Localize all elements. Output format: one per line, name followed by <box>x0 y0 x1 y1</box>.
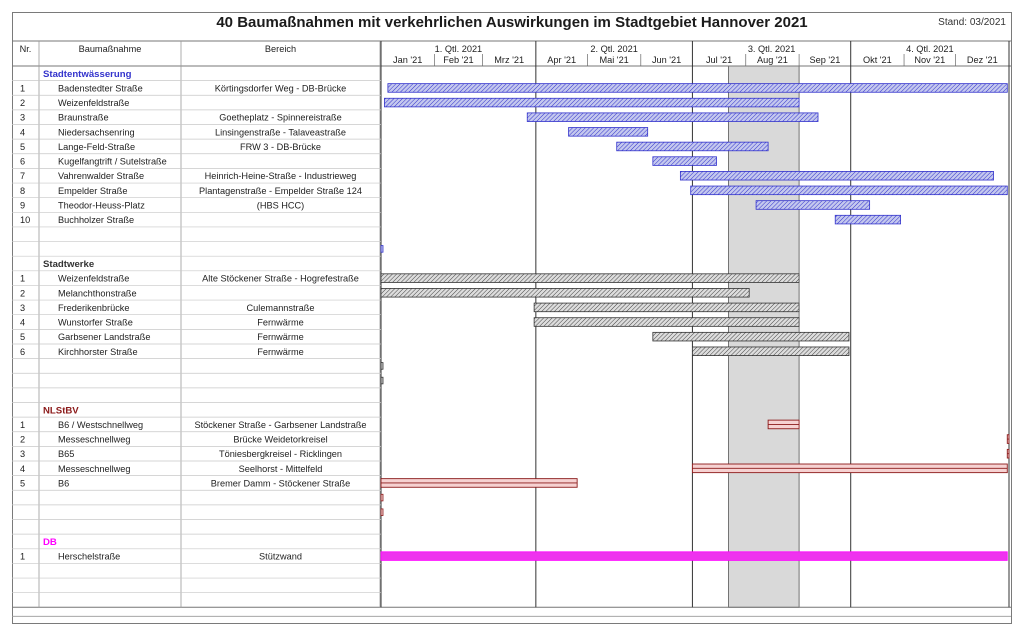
month-label: Jul '21 <box>705 55 733 65</box>
edge-marker <box>381 494 383 501</box>
task-nr: 5 <box>20 141 26 152</box>
task-nr: 6 <box>20 346 26 357</box>
stand-date: Stand: 03/2021 <box>938 17 1006 28</box>
task-bar <box>527 113 818 122</box>
task-bereich: Plantagenstraße - Empelder Straße 124 <box>199 185 362 196</box>
quarter-label: 2. Qtl. 2021 <box>590 44 638 54</box>
task-bereich: Goetheplatz - Spinnereistraße <box>219 112 342 123</box>
month-label: Aug '21 <box>756 55 788 65</box>
month-label: Dez '21 <box>966 55 998 65</box>
task-bar <box>617 142 768 151</box>
task-name: Vahrenwalder Straße <box>58 171 145 182</box>
group-label: Stadtwerke <box>43 259 95 271</box>
quarter-label: 3. Qtl. 2021 <box>747 44 796 54</box>
group-label: DB <box>43 536 57 548</box>
task-bar <box>381 288 749 297</box>
month-label: Mrz '21 <box>494 55 525 65</box>
task-bereich: Fernwärme <box>257 346 304 357</box>
task-nr: 1 <box>20 273 26 284</box>
task-bereich: Heinrich-Heine-Straße - Industrieweg <box>204 171 357 182</box>
task-bar <box>384 98 799 107</box>
edge-marker <box>381 246 383 253</box>
task-nr: 8 <box>20 185 26 196</box>
task-bereich: (HBS HCC) <box>256 200 305 211</box>
group-label: Stadtentwässerung <box>43 68 132 80</box>
task-name: Lange-Feld-Straße <box>58 141 136 152</box>
task-nr: 5 <box>20 332 26 343</box>
task-bar <box>381 274 799 283</box>
edge-marker <box>381 363 383 370</box>
task-name: Herschelstraße <box>58 551 121 562</box>
task-nr: 6 <box>20 156 26 167</box>
task-bar <box>835 215 900 224</box>
month-label: Nov '21 <box>914 55 946 65</box>
quarter-label: 1. Qtl. 2021 <box>434 44 483 54</box>
header-bereich: Bereich <box>264 44 297 54</box>
task-bar <box>534 318 799 327</box>
task-name: Theodor-Heuss-Platz <box>58 200 145 211</box>
task-bar <box>653 157 717 166</box>
task-nr: 5 <box>20 478 26 489</box>
task-name: Messeschnellweg <box>58 434 131 445</box>
task-bar <box>381 552 1007 561</box>
task-bereich: Bremer Damm - Stöckener Straße <box>210 478 351 489</box>
task-name: Badenstedter Straße <box>58 83 143 94</box>
task-nr: 2 <box>20 434 26 445</box>
month-label: Feb '21 <box>443 55 474 65</box>
task-name: B6 <box>58 478 70 489</box>
task-nr: 10 <box>20 215 31 226</box>
header-name: Baumaßnahme <box>78 44 142 54</box>
task-bereich: Linsingenstraße - Talaveastraße <box>214 127 347 138</box>
header-nr: Nr. <box>19 44 32 54</box>
task-bar <box>534 303 799 312</box>
task-nr: 4 <box>20 127 26 138</box>
bars-layer <box>381 84 1009 561</box>
task-nr: 3 <box>20 302 26 313</box>
task-name: B6 / Westschnellweg <box>58 419 144 430</box>
task-nr: 7 <box>20 171 26 182</box>
quarter-label: 4. Qtl. 2021 <box>906 44 954 54</box>
task-bereich: FRW 3 - DB-Brücke <box>240 141 321 152</box>
task-bereich: Fernwärme <box>257 317 304 328</box>
task-bar <box>388 84 1007 93</box>
task-bereich: Brücke Weidetorkreisel <box>233 434 328 445</box>
task-name: Kirchhorster Straße <box>58 346 138 357</box>
task-nr: 2 <box>20 288 26 299</box>
task-name: Melanchthonstraße <box>58 288 137 299</box>
task-name: Weizenfeldstraße <box>58 98 130 109</box>
task-bereich: Fernwärme <box>257 332 304 343</box>
task-name: Messeschnellweg <box>58 463 131 474</box>
task-bereich: Stöckener Straße - Garbsener Landstraße <box>194 419 367 430</box>
task-nr: 1 <box>20 551 26 562</box>
task-bar <box>756 201 870 210</box>
task-name: Buchholzer Straße <box>58 215 135 226</box>
task-nr: 1 <box>20 83 26 94</box>
task-name: Wunstorfer Straße <box>58 317 133 328</box>
task-bar <box>692 347 849 356</box>
task-nr: 1 <box>20 419 26 430</box>
task-bar <box>680 171 993 180</box>
month-label: Mai '21 <box>599 55 629 65</box>
month-label: Apr '21 <box>547 55 577 65</box>
grid-layer <box>12 41 1011 616</box>
month-label: Okt '21 <box>862 55 892 65</box>
task-name: Weizenfeldstraße <box>58 273 130 284</box>
task-bereich: Körtingsdorfer Weg - DB-Brücke <box>214 83 347 94</box>
task-bar <box>691 186 1008 195</box>
task-nr: 3 <box>20 112 26 123</box>
task-nr: 9 <box>20 200 26 211</box>
task-bereich: Seelhorst - Mittelfeld <box>238 463 323 474</box>
task-bereich: Alte Stöckener Straße - Hogrefestraße <box>202 273 359 284</box>
task-nr: 4 <box>20 463 26 474</box>
group-label: NLStBV <box>43 405 79 417</box>
task-bereich: Stützwand <box>259 551 302 562</box>
task-nr: 3 <box>20 449 26 460</box>
task-name: Niedersachsenring <box>58 127 135 138</box>
edge-marker <box>381 509 383 516</box>
task-nr: 4 <box>20 317 26 328</box>
chart-title: 40 Baumaßnahmen mit verkehrlichen Auswirkungen im Stadtgebiet Hannover 2021 <box>216 14 808 31</box>
task-name: Kugelfangtrift / Sutelstraße <box>58 156 167 167</box>
task-name: Garbsener Landstraße <box>58 332 151 343</box>
month-label: Jan '21 <box>392 55 423 65</box>
task-bereich: Culemannstraße <box>246 302 315 313</box>
month-label: Sep '21 <box>809 55 841 65</box>
month-label: Jun '21 <box>651 55 682 65</box>
task-bereich: Töniesbergkreisel - Ricklingen <box>218 449 343 460</box>
task-nr: 2 <box>20 98 26 109</box>
edge-marker <box>381 377 383 384</box>
task-bar <box>653 332 849 341</box>
task-bar <box>569 128 648 137</box>
task-name: Empelder Straße <box>58 185 128 196</box>
task-name: Braunstraße <box>58 112 109 123</box>
task-name: Frederikenbrücke <box>58 302 130 313</box>
task-name: B65 <box>58 449 75 460</box>
